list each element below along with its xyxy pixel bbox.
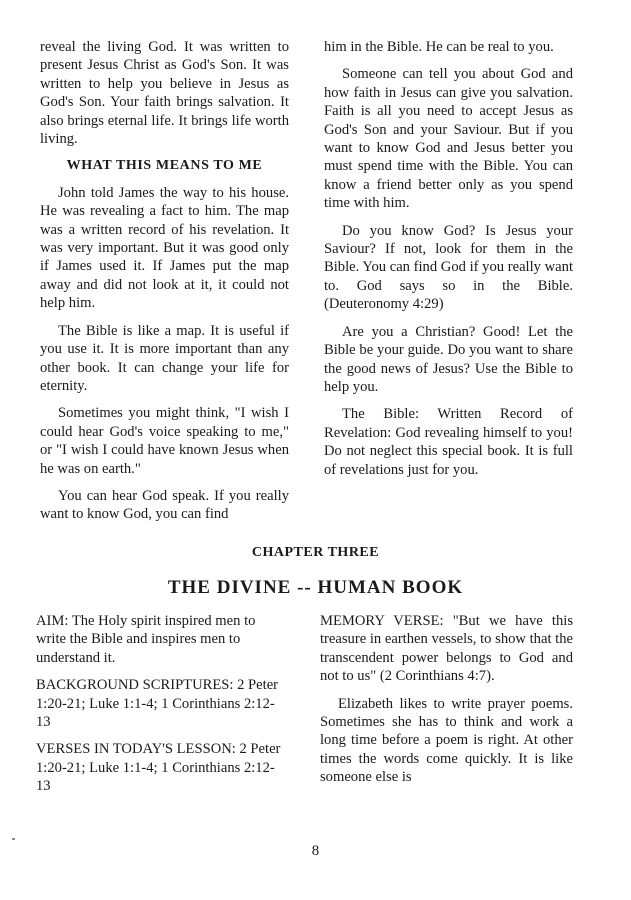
- left-intro-paragraph: reveal the living God. It was written to present Jesus Christ as God's Son. It was written to help you believe in Jesus as God's Son. Your faith brings salvation. It also brings eternal life. It brings life worth living.: [40, 39, 289, 148]
- right-paragraph-1: Someone can tell you about God and how faith in Jesus can give you salvation. Faith is all you need to accept Jesus as God's Son and your Saviour. But if you want to know God and Jesus better you must spend time with the Bible. You can know a friend better only as you spend time with him.: [324, 66, 573, 212]
- left-paragraph-1: John told James the way to his house. He was revealing a fact to him. The map was a written record of his revelation. It was very important. But it was good only if James used it. If James put the map away and did not look at it, it could not help him.: [40, 184, 289, 312]
- right-intro-paragraph: him in the Bible. He can be real to you.: [324, 39, 554, 55]
- chapter-label: CHAPTER THREE: [251, 545, 380, 560]
- left-paragraph-2: The Bible is like a map. It is useful if you use it. It is more important than any other book. It can change your life for eternity.: [40, 322, 289, 394]
- memory-verse: MEMORY VERSE: "But we have this treasure in earthen vessels, to show that the transcendent power belongs to God and not to us" (2 Corinthians 4:7).: [320, 613, 573, 685]
- right-paragraph-2: Do you know God? Is Jesus your Saviour? If not, look for them in the Bible. You can find God if you really want to. God says so in the Bible. (Deuteronomy 4:29): [324, 222, 573, 313]
- aim-paragraph: AIM: The Holy spirit inspired men to write the Bible and inspires men to understand it.: [36, 613, 256, 666]
- section-heading: WHAT THIS MEANS TO ME: [66, 158, 263, 174]
- page-number: 8: [311, 843, 320, 859]
- story-paragraph: Elizabeth likes to write prayer poems. Sometimes she has to think and work a long time before a poem is right. At other times the words come quickly. It is like someone else is: [320, 695, 573, 786]
- background-scriptures: BACKGROUND SCRIPTURES: 2 Peter 1:20-21; Luke 1:1-4; 1 Corinthians 2:12-13: [36, 677, 279, 731]
- lesson-verses: VERSES IN TODAY'S LESSON: 2 Peter 1:20-21; Luke 1:1-4; 1 Corinthians 2:12-13: [36, 741, 281, 795]
- chapter-title: THE DIVINE -- HUMAN BOOK: [167, 577, 464, 598]
- scan-speck: [12, 838, 15, 840]
- left-column: [40, 38, 289, 533]
- lesson-right-column: [320, 612, 573, 796]
- right-paragraph-3: Are you a Christian? Good! Let the Bible be your guide. Do you want to share the good news of Jesus? Use the Bible to help you.: [324, 323, 573, 395]
- left-paragraph-4: You can hear God speak. If you really want to know God, you can find: [40, 487, 289, 523]
- left-paragraph-3: Sometimes you might think, "I wish I could hear God's voice speaking to me," or "I wish I could have known Jesus when he was on earth.": [40, 405, 289, 477]
- right-column: [324, 38, 573, 488]
- right-paragraph-4: The Bible: Written Record of Revelation: God revealing himself to you! Do not neglect this special book. It is full of revelations just for you.: [324, 406, 573, 478]
- lesson-left-column: [36, 612, 289, 805]
